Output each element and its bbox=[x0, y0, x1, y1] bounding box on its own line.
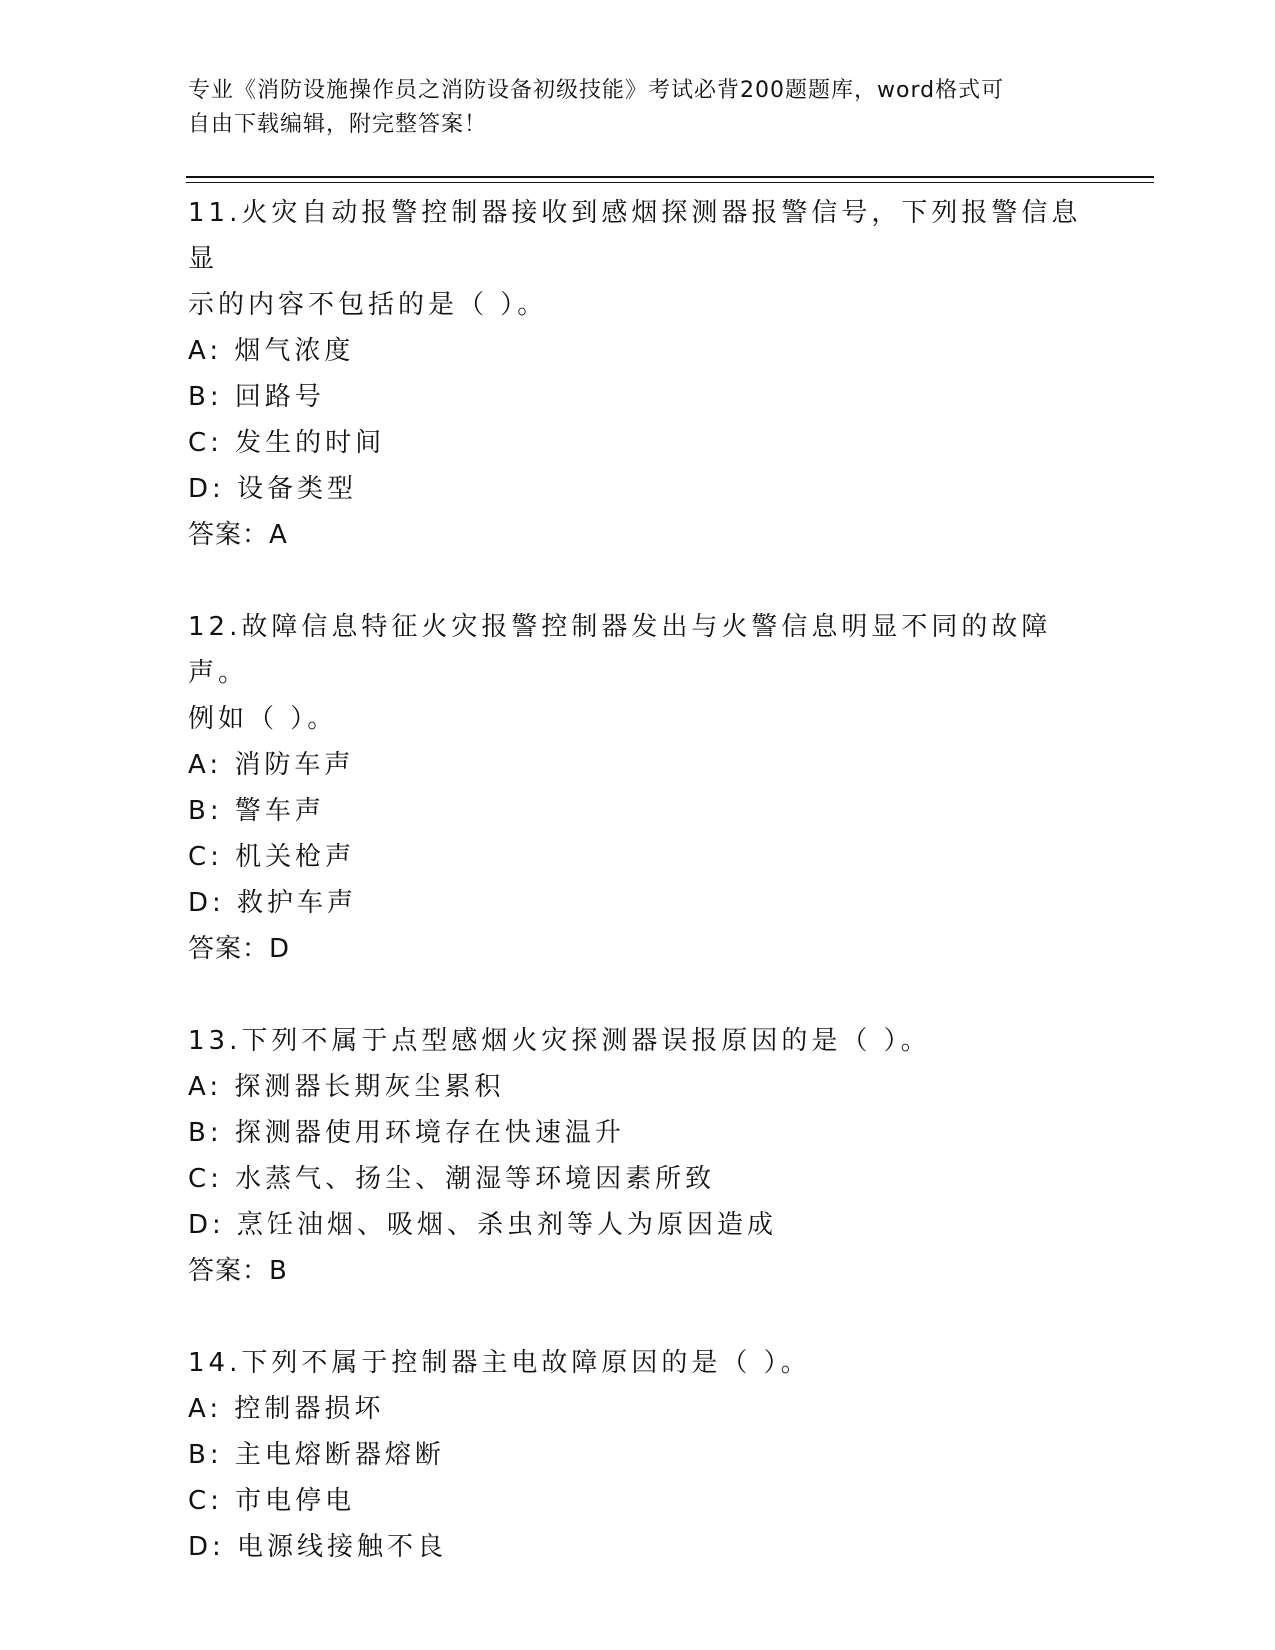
question-13 bbox=[188, 1018, 1088, 1294]
question-spacer bbox=[188, 1294, 1088, 1340]
question-11 bbox=[188, 190, 1088, 558]
option-b: B: 回路号 bbox=[188, 382, 325, 412]
question-14 bbox=[188, 1340, 1088, 1570]
option-b: B: 探测器使用环境存在快速温升 bbox=[188, 1118, 625, 1148]
option-b: B: 主电熔断器熔断 bbox=[188, 1440, 445, 1470]
header-line-2: 自由下载编辑，附完整答案！ bbox=[188, 112, 488, 137]
question-list bbox=[188, 190, 1088, 1570]
question-stem-continued: 示的内容不包括的是（ ）。 bbox=[188, 290, 548, 320]
answer: 答案：A bbox=[188, 520, 288, 550]
document-header bbox=[188, 74, 1088, 142]
question-stem: 14.下列不属于控制器主电故障原因的是（ ）。 bbox=[188, 1348, 811, 1378]
answer: 答案：D bbox=[188, 934, 291, 964]
option-a: A: 消防车声 bbox=[188, 750, 355, 780]
answer: 答案：B bbox=[188, 1256, 288, 1286]
option-c: C: 市电停电 bbox=[188, 1486, 356, 1516]
option-a: A: 控制器损坏 bbox=[188, 1394, 385, 1424]
question-12 bbox=[188, 604, 1088, 972]
question-stem: 11.火灾自动报警控制器接收到感烟探测器报警信号，下列报警信息显 bbox=[188, 198, 1082, 274]
option-d: D: 烹饪油烟、吸烟、杀虫剂等人为原因造成 bbox=[188, 1210, 778, 1240]
option-c: C: 水蒸气、扬尘、潮湿等环境因素所致 bbox=[188, 1164, 716, 1194]
question-stem: 13.下列不属于点型感烟火灾探测器误报原因的是（ ）。 bbox=[188, 1026, 931, 1056]
option-d: D: 电源线接触不良 bbox=[188, 1532, 448, 1562]
option-d: D: 设备类型 bbox=[188, 474, 358, 504]
option-c: C: 发生的时间 bbox=[188, 428, 386, 458]
option-a: A: 烟气浓度 bbox=[188, 336, 355, 366]
option-d: D: 救护车声 bbox=[188, 888, 358, 918]
option-b: B: 警车声 bbox=[188, 796, 325, 826]
question-spacer bbox=[188, 972, 1088, 1018]
question-stem-continued: 例如（ ）。 bbox=[188, 704, 338, 734]
header-divider-thick bbox=[186, 176, 1154, 178]
header-divider-thin bbox=[186, 182, 1154, 183]
option-a: A: 探测器长期灰尘累积 bbox=[188, 1072, 505, 1102]
option-c: C: 机关枪声 bbox=[188, 842, 356, 872]
question-stem: 12.故障信息特征火灾报警控制器发出与火警信息明显不同的故障声。 bbox=[188, 612, 1052, 688]
question-spacer bbox=[188, 558, 1088, 604]
header-line-1: 专业《消防设施操作员之消防设备初级技能》考试必背200题题库，word格式可 bbox=[188, 78, 1005, 103]
